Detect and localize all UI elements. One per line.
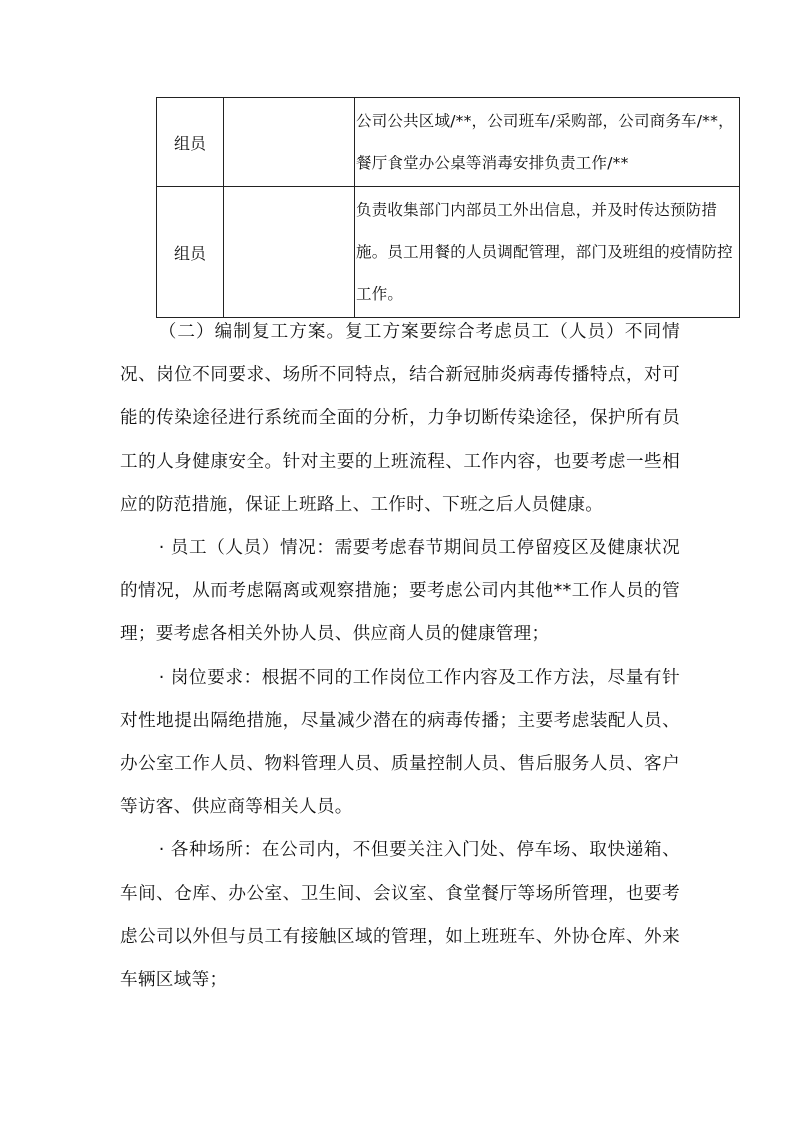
paragraph-reopening-plan: （二）编制复工方案。复工方案要综合考虑员工（人员）不同情况、岗位不同要求、场所不同特点，结合新冠肺炎病毒传播特点，对可能的传染途径进行系统而全面的分析，力争切断传染途径，保护所有员工的人身健康安全。针对主要的上班流程、工作内容，也要考虑一些相应的防范措施，保证上班路上、工作时、下班之后人员健康。 [120,322,680,515]
role-cell: 组员 [157,187,224,318]
paragraph-staff-situation: · 员工（人员）情况：需要考虑春节期间员工停留疫区及健康状况的情况，从而考虑隔离或观察措施；要考虑公司内其他**工作人员的管理；要考虑各相关外协人员、供应商人员的健康管理； [120,538,680,645]
duty-cell: 公司公共区域/**，公司班车/采购部，公司商务车/**，餐厅食堂办公桌等消毒安排负责工作/** [355,98,740,187]
name-cell [224,98,355,187]
body-text [120,311,680,1002]
table-row [157,187,740,318]
paragraph-post-requirements: · 岗位要求：根据不同的工作岗位工作内容及工作方法，尽量有针对性地提出隔绝措施，尽量减少潜在的病毒传播；主要考虑装配人员、办公室工作人员、物料管理人员、质量控制人员、售后服务人员、客户等访客、供应商等相关人员。 [120,667,680,818]
role-cell: 组员 [157,98,224,187]
paragraph-venues: · 各种场所：在公司内，不但要关注入门处、停车场、取快递箱、车间、仓库、办公室、卫生间、会议室、食堂餐厅等场所管理，也要考虑公司以外但与员工有接触区域的管理，如上班班车、外协仓库、外来车辆区域等； [120,840,680,991]
duty-cell: 负责收集部门内部员工外出信息，并及时传达预防措施。员工用餐的人员调配管理，部门及班组的疫情防控工作。 [355,187,740,318]
name-cell [224,187,355,318]
table-row [157,98,740,187]
duty-table [156,97,740,318]
